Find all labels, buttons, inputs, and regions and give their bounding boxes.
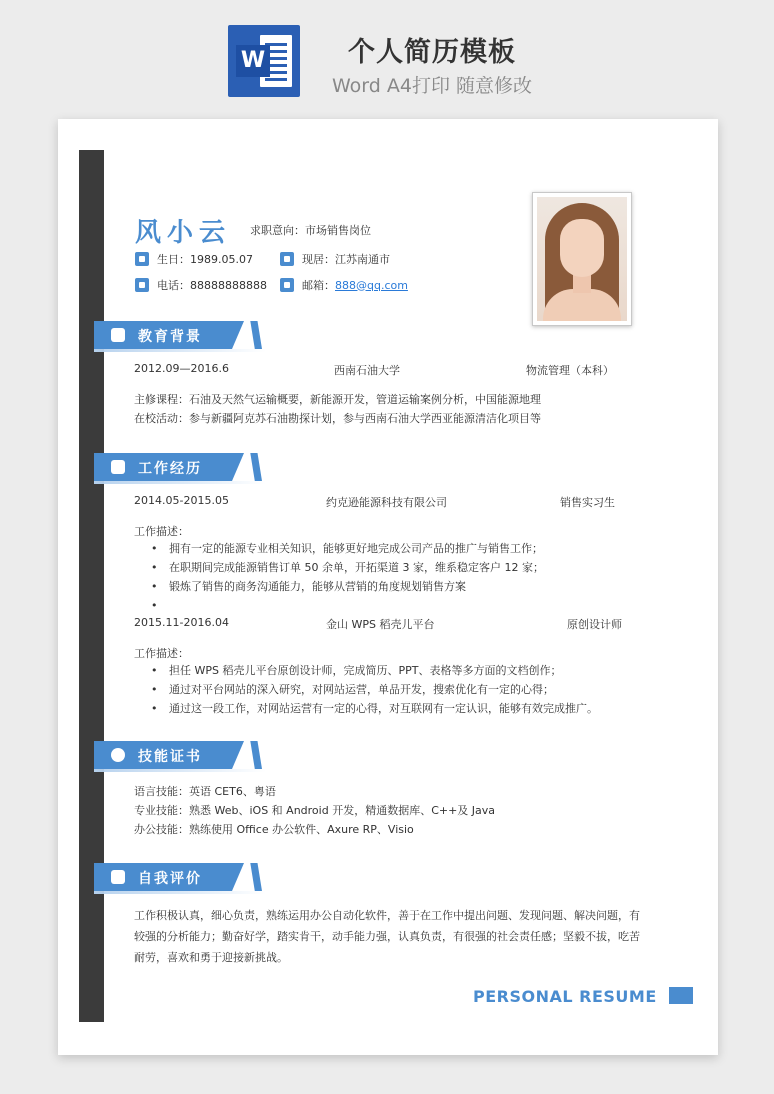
section-self — [94, 863, 269, 891]
email-link[interactable]: 888@qq.com — [335, 278, 408, 292]
skill-office: 办公技能：熟练使用 Office 办公软件、Axure RP、Visio — [134, 823, 414, 836]
gear-icon — [111, 748, 125, 762]
profile-photo — [532, 192, 632, 326]
work-bullets — [134, 661, 598, 718]
section-title: 教育背景 — [138, 329, 202, 345]
section-education — [94, 321, 269, 349]
residence-info: 现居： 江苏南通市 — [280, 251, 390, 267]
home-icon — [280, 252, 294, 266]
work-bullets — [134, 539, 544, 615]
section-skills — [94, 741, 269, 769]
self-evaluation: 工作积极认真，细心负责，熟练运用办公自动化软件，善于在工作中提出问题、发现问题、解决问题，有 较强的分析能力；勤奋好学，踏实肯干，动手能力强，认真负责，有很强的社会责任感；坚毅不拔，吃苦 耐劳，喜欢和勇于迎接新挑战。 — [134, 909, 640, 964]
mail-icon — [280, 278, 294, 292]
list-item: • 拥有一定的能源专业相关知识，能够更好地完成公司产品的推广与销售工作； — [134, 539, 544, 558]
education-row: 2012.09—2016.6 西南石油大学 物流管理（本科） — [134, 362, 614, 377]
education-activities: 在校活动：参与新疆阿克苏石油勘探计划，参与西南石油大学西亚能源清洁化项目等 — [134, 412, 541, 425]
work-row: 2015.11-2016.04 金山 WPS 稻壳儿平台 原创设计师 — [134, 616, 622, 631]
list-item: • 担任 WPS 稻壳儿平台原创设计师，完成简历、PPT、表格等多方面的文档创作； — [134, 661, 598, 680]
list-item: • 通过对平台网站的深入研究，对网站运营，单品开发，搜索优化有一定的心得； — [134, 680, 598, 699]
section-title: 工作经历 — [138, 461, 202, 477]
work-desc-label: 工作描述： — [134, 647, 189, 660]
phone-icon — [135, 278, 149, 292]
user-icon — [135, 252, 149, 266]
word-letter: W — [236, 45, 270, 77]
list-item: • 锻炼了销售的商务沟通能力，能够从营销的角度规划销售方案 — [134, 577, 544, 596]
word-doc-icon — [228, 25, 300, 97]
section-title: 自我评价 — [138, 871, 202, 887]
section-title: 技能证书 — [138, 749, 202, 765]
candidate-name: 风小云 — [135, 218, 232, 248]
footer-accent-box — [669, 987, 693, 1004]
skill-language: 语言技能：英语 CET6、粤语 — [134, 785, 276, 798]
section-work — [94, 453, 269, 481]
graduation-cap-icon — [111, 328, 125, 342]
work-desc-label: 工作描述： — [134, 525, 189, 538]
resume-page — [58, 119, 718, 1055]
job-intent: 求职意向：市场销售岗位 — [250, 224, 371, 237]
skill-professional: 专业技能：熟悉 Web、iOS 和 Android 开发，精通数据库、C++及 Java — [134, 804, 496, 817]
email-info: 邮箱： 888@qq.com — [280, 277, 408, 293]
list-item — [134, 596, 544, 615]
list-item: • 在职期间完成能源销售订单 50 余单，开拓渠道 3 家，维系稳定客户 12 家； — [134, 558, 544, 577]
people-icon — [111, 870, 125, 884]
list-item: • 通过这一段工作，对网站运营有一定的心得，对互联网有一定认识，能够有效完成推广。 — [134, 699, 598, 718]
banner — [0, 0, 774, 110]
birth-info: 生日： 1989.05.07 — [135, 251, 253, 267]
briefcase-icon — [111, 460, 125, 474]
phone-info: 电话： 88888888888 — [135, 277, 267, 293]
banner-subtitle: Word A4打印 随意修改 — [331, 75, 532, 97]
education-courses: 主修课程：石油及天然气运输概要，新能源开发，管道运输案例分析，中国能源地理 — [134, 393, 541, 406]
banner-title: 个人简历模板 — [348, 37, 516, 68]
work-row: 2014.05-2015.05 约克逊能源科技有限公司 销售实习生 — [134, 494, 615, 509]
footer-title: PERSONAL RESUME — [473, 987, 657, 1006]
